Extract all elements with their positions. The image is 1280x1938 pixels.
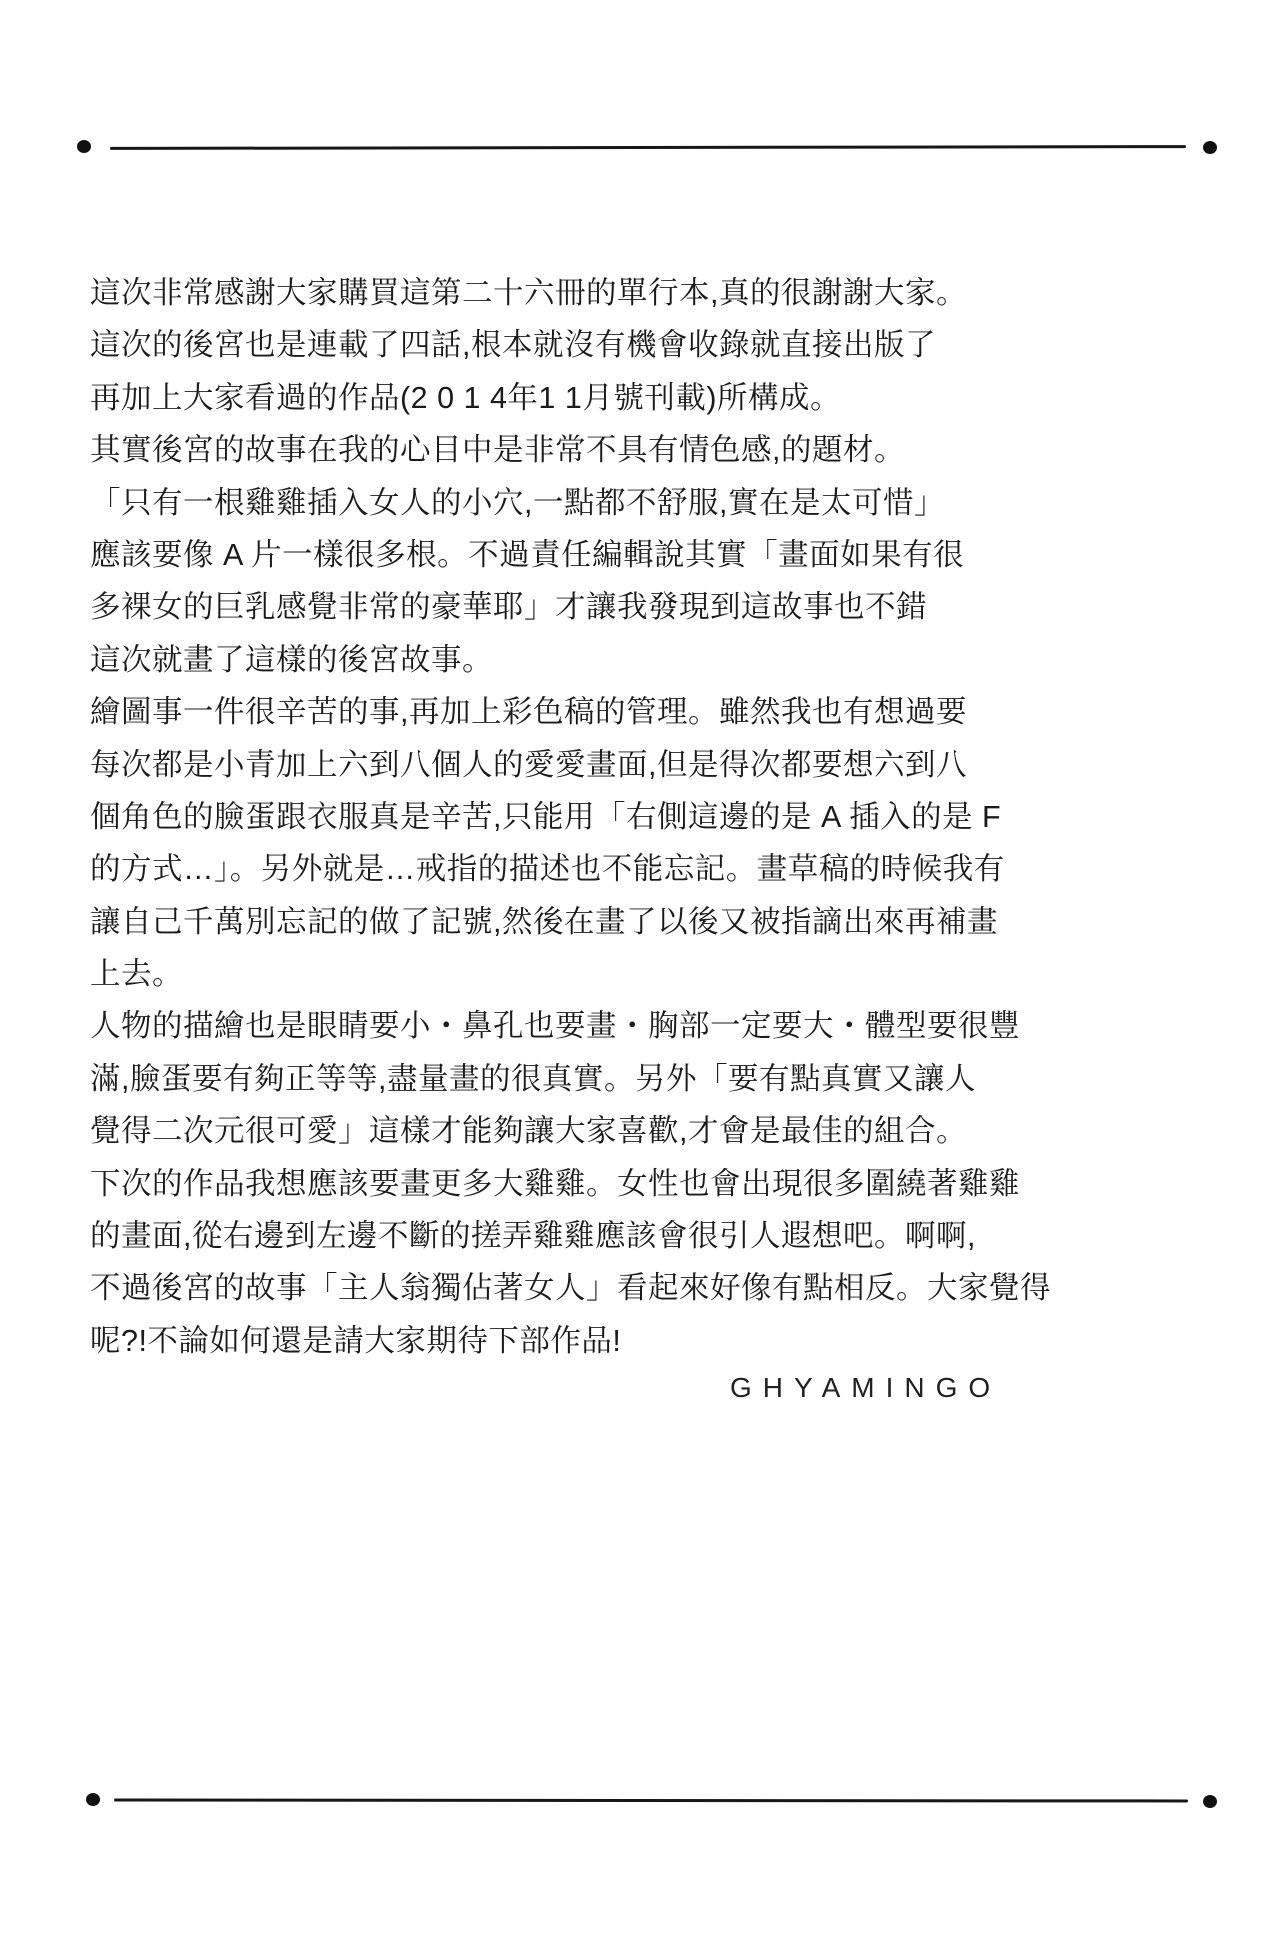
top-rule — [110, 145, 1186, 150]
afterword-line: 個角色的臉蛋跟衣服真是辛苦,只能用「右側這邊的是 A 插入的是 F — [90, 799, 1002, 834]
bottom-rule-right-dot — [1203, 1795, 1217, 1808]
afterword-line: 滿,臉蛋要有夠正等等,盡量畫的很真實。另外「要有點真實又讓人 — [90, 1061, 976, 1096]
afterword-line: 應該要像 A 片一樣很多根。不過責任編輯說其實「畫面如果有很 — [90, 537, 965, 572]
afterword-line: 其實後宮的故事在我的心目中是非常不具有情色感,的題材。 — [90, 433, 905, 468]
afterword-line: 的方式…」。另外就是…戒指的描述也不能忘記。畫草稿的時候我有 — [90, 852, 1005, 887]
afterword-line: 下次的作品我想應該要畫更多大雞雞。女性也會出現很多圍繞著雞雞 — [90, 1166, 1020, 1201]
afterword-text — [90, 267, 1150, 1367]
afterword-line: 每次都是小青加上六到八個人的愛愛畫面,但是得次都要想六到八 — [90, 747, 967, 782]
afterword-line: 這次非常感謝大家購買這第二十六冊的單行本,真的很謝謝大家。 — [90, 276, 967, 310]
afterword-line: 的畫面,從右邊到左邊不斷的搓弄雞雞應該會很引人遐想吧。啊啊, — [90, 1219, 976, 1254]
afterword-line: 「只有一根雞雞插入女人的小穴,一點都不舒服,實在是太可惜」 — [90, 485, 945, 520]
afterword-line: 讓自己千萬別忘記的做了記號,然後在畫了以後又被指謫出來再補畫 — [90, 904, 998, 939]
afterword-line: 繪圖事一件很辛苦的事,再加上彩色稿的管理。雖然我也有想過要 — [90, 695, 967, 730]
author-signature: GHYAMINGO — [730, 1372, 1002, 1403]
top-rule-left-dot — [77, 140, 91, 153]
afterword-line: 人物的描繪也是眼睛要小・鼻孔也要畫・胸部一定要大・體型要很豐 — [90, 1009, 1020, 1044]
afterword-line: 不過後宮的故事「主人翁獨佔著女人」看起來好像有點相反。大家覺得 — [90, 1271, 1051, 1306]
afterword-line: 這次就畫了這樣的後宮故事。 — [90, 642, 493, 677]
afterword-line: 覺得二次元很可愛」這樣才能夠讓大家喜歡,才會是最佳的組合。 — [90, 1114, 967, 1149]
bottom-rule — [114, 1799, 1188, 1803]
afterword-line: 呢?!不論如何還是請大家期待下部作品! — [90, 1323, 622, 1358]
bottom-rule-left-dot — [86, 1793, 100, 1806]
afterword-line: 再加上大家看過的作品(2 0 1 4年1 1月號刊載)所構成。 — [90, 380, 841, 415]
afterword-line: 多裸女的巨乳感覺非常的豪華耶」才讓我發現到這故事也不錯 — [90, 590, 927, 625]
afterword-line: 上去。 — [90, 957, 183, 992]
afterword-line: 這次的後宮也是連載了四話,根本就沒有機會收錄就直接出版了 — [90, 328, 936, 363]
top-rule-right-dot — [1203, 141, 1217, 154]
